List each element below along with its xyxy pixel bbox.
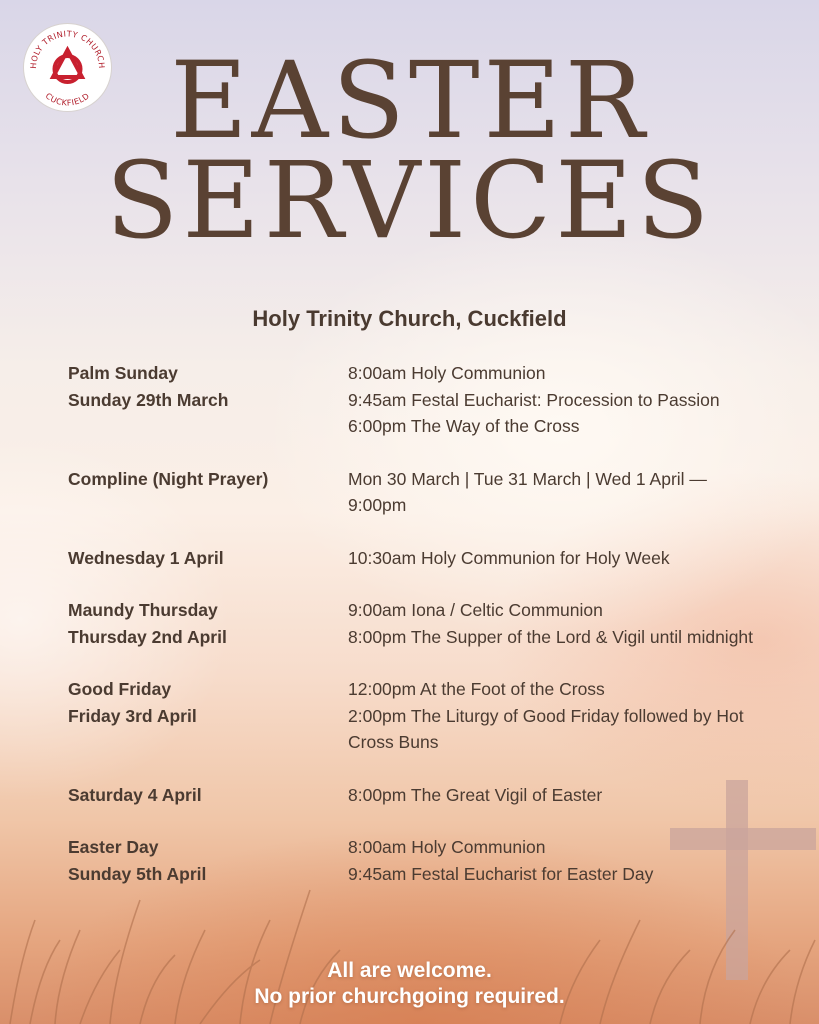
day-label: Good Friday <box>68 679 172 699</box>
service-times <box>348 676 768 756</box>
service-entry: 8:00pm The Supper of the Lord & Vigil until midnight <box>348 626 754 647</box>
service-entry: 6:00pm The Way of the Cross <box>348 416 580 436</box>
service-entry: 8:00pm The Great Vigil of Easter <box>348 784 603 805</box>
welcome-line-2: No prior churchgoing required. <box>254 985 565 1008</box>
day-label: Wednesday 1 April <box>68 547 224 568</box>
service-day <box>68 466 348 519</box>
schedule-row <box>68 545 788 572</box>
church-name: Holy Trinity Church, Cuckfield <box>252 306 567 331</box>
day-label: Thursday 2nd April <box>68 626 227 647</box>
service-entry: Mon 30 March | Tue 31 March | Wed 1 April — 9:00pm <box>348 468 707 515</box>
day-label: Palm Sunday <box>68 363 178 383</box>
schedule-row <box>68 360 788 440</box>
day-label: Sunday 5th April <box>68 863 207 884</box>
welcome-message <box>0 958 819 1010</box>
day-label: Compline (Night Prayer) <box>68 468 269 489</box>
service-entry: 2:00pm The Liturgy of Good Friday followed by Hot Cross Buns <box>348 705 744 752</box>
service-times <box>348 360 768 440</box>
day-label: Saturday 4 April <box>68 784 202 805</box>
service-entry: 10:30am Holy Communion for Holy Week <box>348 547 670 568</box>
service-times <box>348 466 768 519</box>
service-entry: 12:00pm At the Foot of the Cross <box>348 679 605 699</box>
schedule-row <box>68 466 788 519</box>
day-label: Easter Day <box>68 837 159 857</box>
day-label: Maundy Thursday <box>68 600 218 620</box>
title-line-1: EASTER <box>170 39 649 162</box>
day-label: Friday 3rd April <box>68 705 197 726</box>
service-entry: 8:00am Holy Communion <box>348 837 546 857</box>
service-day <box>68 545 348 572</box>
service-entry: 9:00am Iona / Celtic Communion <box>348 600 603 620</box>
welcome-line-1: All are welcome. <box>327 959 492 982</box>
title-line-2: SERVICES <box>105 139 714 262</box>
day-label: Sunday 29th March <box>68 389 229 410</box>
schedule-row <box>68 597 788 650</box>
service-day <box>68 676 348 756</box>
logo-ring-text-bottom: CUCKFIELD <box>43 91 92 108</box>
service-entry: 8:00am Holy Communion <box>348 363 546 383</box>
service-times <box>348 545 768 572</box>
service-day <box>68 360 348 440</box>
service-day <box>68 597 348 650</box>
schedule-row <box>68 676 788 756</box>
logo-ring-text-top: HOLY TRINITY CHURCH <box>28 29 107 69</box>
service-entry: 9:45am Festal Eucharist for Easter Day <box>348 863 654 884</box>
service-times <box>348 597 768 650</box>
service-day <box>68 782 348 809</box>
service-entry: 9:45am Festal Eucharist: Procession to Passion <box>348 389 720 410</box>
